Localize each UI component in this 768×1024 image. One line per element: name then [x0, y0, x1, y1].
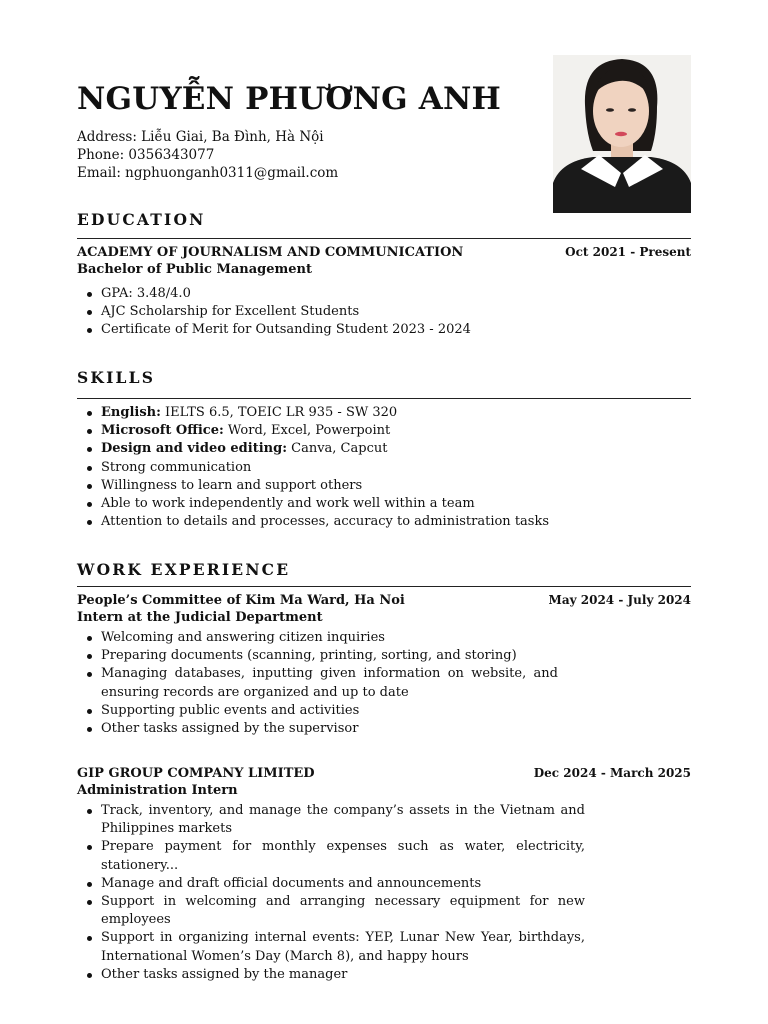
list-item [77, 459, 677, 477]
list-item: Managing databases, inputting given information on website, and ensuring records are organized and up to date [77, 665, 558, 701]
list-item: Certificate of Merit for Outsanding Student 2023 - 2024 [77, 321, 637, 339]
education-divider [77, 238, 691, 239]
skill-label: Microsoft Office: [101, 423, 224, 439]
list-item: Manage and draft official documents and announcements [77, 875, 585, 893]
job-duties-list [77, 629, 558, 738]
education-dates: Oct 2021 - Present [565, 245, 691, 259]
list-item: Support in organizing internal events: YEP, Lunar New Year, birthdays, International Women’s Day (March 8), and happy hours [77, 929, 585, 965]
list-item [77, 513, 677, 531]
skills-list [77, 404, 677, 531]
skill-label: English: [101, 405, 161, 420]
list-item: Welcoming and answering citizen inquiries [77, 629, 558, 647]
job-organization: GIP GROUP COMPANY LIMITED [77, 766, 315, 781]
list-item: Track, inventory, and manage the company’s assets in the Vietnam and Philippines markets [77, 802, 585, 838]
list-item: AJC Scholarship for Excellent Students [77, 303, 637, 321]
skill-text: IELTS 6.5, TOEIC LR 935 - SW 320 [160, 405, 398, 420]
education-heading: EDUCATION [77, 210, 206, 229]
email-line: Email: ngphuonganh0311@gmail.com [77, 165, 339, 181]
phone-line: Phone: 0356343077 [77, 147, 215, 163]
skill-text: Willingness to learn and support others [101, 477, 363, 493]
list-item: Other tasks assigned by the supervisor [77, 720, 558, 738]
job-dates: Dec 2024 - March 2025 [533, 766, 691, 780]
list-item: Support in welcoming and arranging necessary equipment for new employees [77, 893, 585, 929]
candidate-name: NGUYỄN PHƯƠNG ANH [77, 81, 502, 117]
list-item [77, 477, 677, 495]
experience-heading: WORK EXPERIENCE [77, 560, 291, 579]
list-item [77, 440, 677, 458]
skill-text: Able to work independently and work well within a team [101, 496, 475, 512]
list-item [77, 495, 677, 513]
skill-text: Word, Excel, Powerpoint [223, 423, 391, 439]
contact-block [77, 128, 338, 182]
list-item: Prepare payment for monthly expenses such as water, electricity, stationery... [77, 838, 585, 874]
list-item: Other tasks assigned by the manager [77, 966, 585, 984]
list-item: GPA: 3.48/4.0 [77, 285, 637, 303]
list-item [77, 404, 677, 422]
skills-heading: SKILLS [77, 368, 156, 387]
job-role: Administration Intern [77, 783, 238, 798]
skill-text: Canva, Capcut [287, 441, 388, 457]
job-organization: People’s Committee of Kim Ma Ward, Ha Noi [77, 593, 405, 608]
skill-text: Attention to details and processes, accuracy to administration tasks [101, 514, 550, 530]
experience-divider [77, 586, 691, 587]
skill-text: Strong communication [101, 459, 252, 475]
skill-label: Design and video editing: [101, 441, 287, 457]
job-role: Intern at the Judicial Department [77, 610, 323, 625]
education-list [77, 285, 637, 340]
list-item [77, 422, 677, 440]
address-line: Address: Liễu Giai, Ba Đình, Hà Nội [77, 129, 324, 145]
job-duties-list [77, 802, 585, 984]
job-dates: May 2024 - July 2024 [548, 593, 691, 607]
education-school: ACADEMY OF JOURNALISM AND COMMUNICATION [77, 245, 464, 260]
profile-photo [553, 55, 691, 213]
list-item: Supporting public events and activities [77, 702, 558, 720]
education-degree: Bachelor of Public Management [77, 262, 312, 277]
skills-divider [77, 398, 691, 399]
list-item: Preparing documents (scanning, printing, sorting, and storing) [77, 647, 558, 665]
